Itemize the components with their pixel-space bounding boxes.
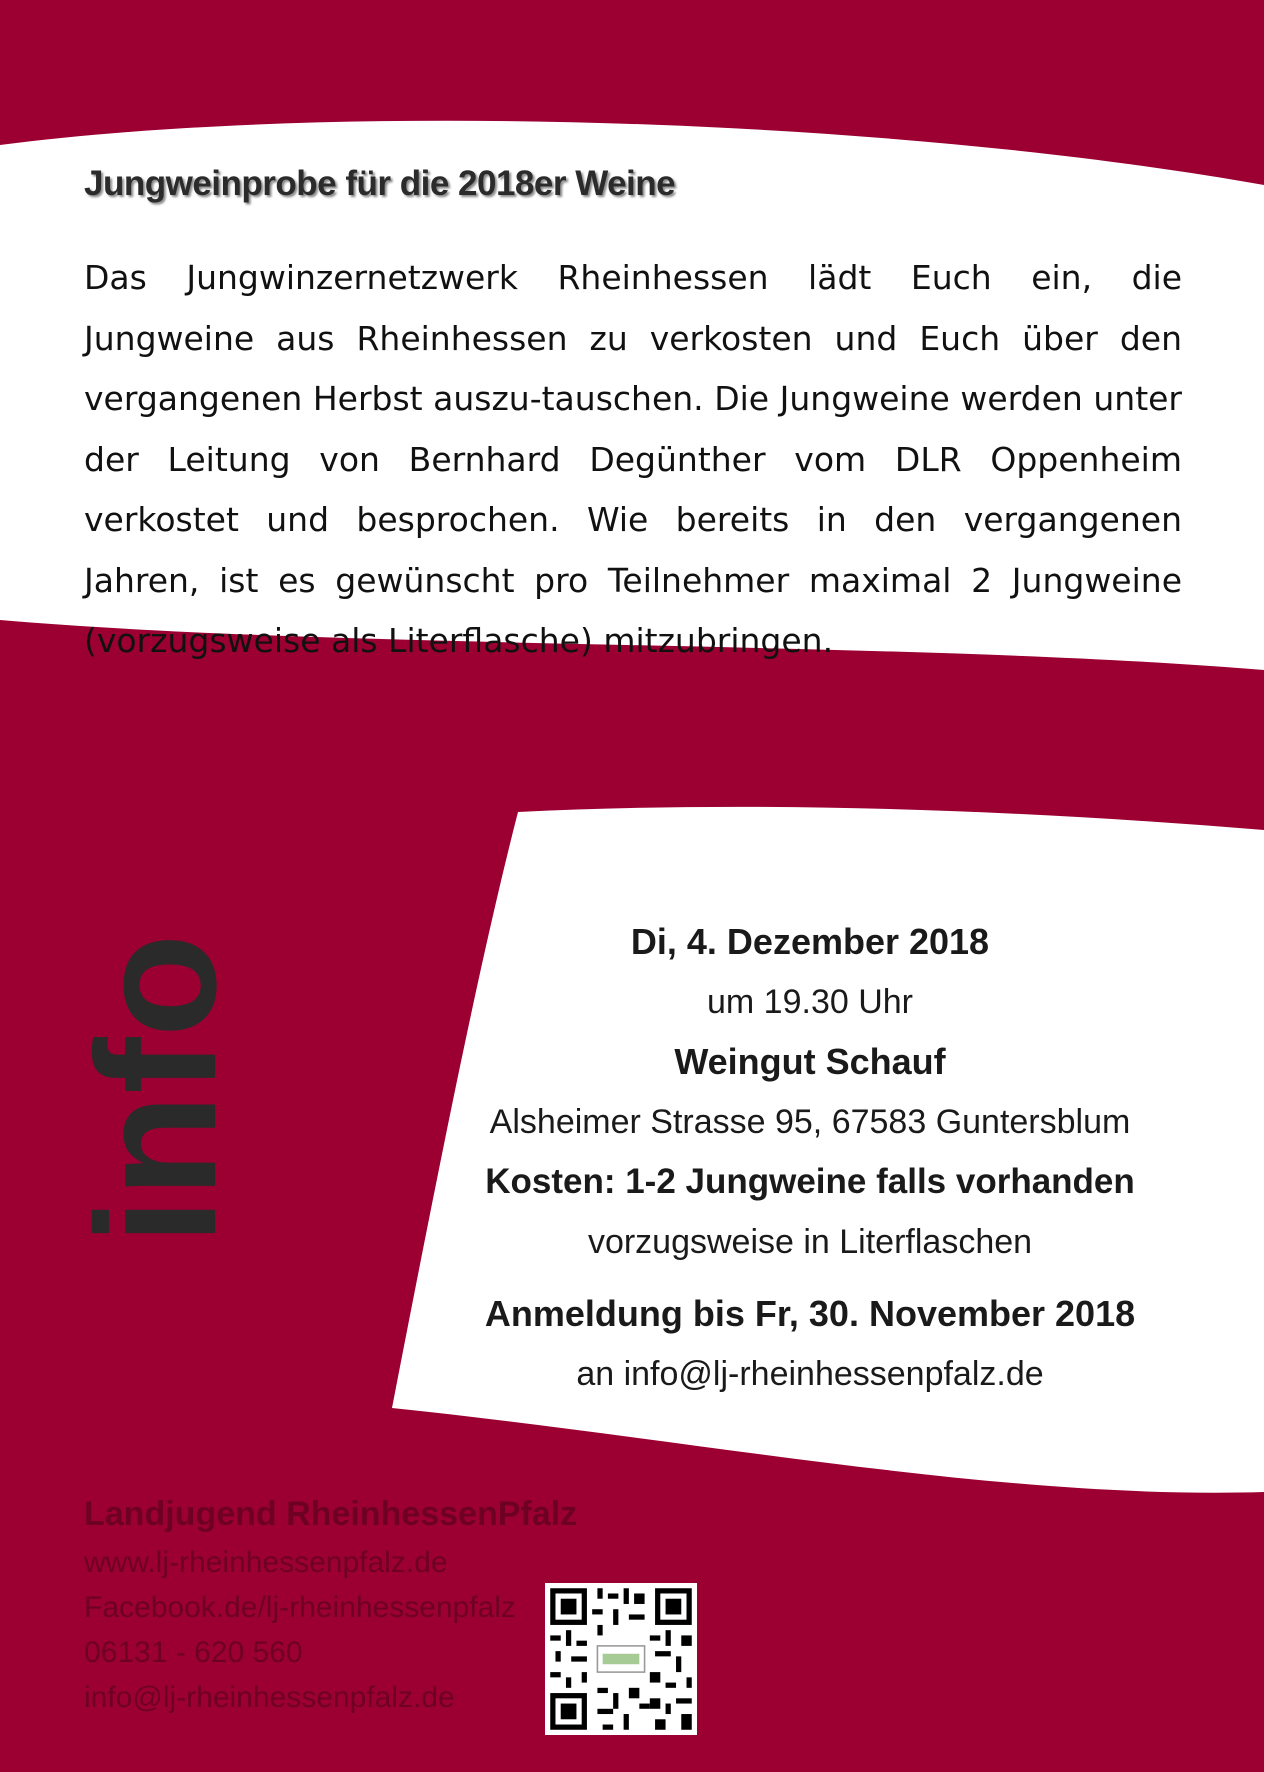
event-cost: Kosten: 1-2 Jungweine falls vorhanden	[485, 1162, 1135, 1201]
footer-contact	[84, 1488, 577, 1720]
event-title: Jungweinprobe für die 2018er Weine	[84, 164, 676, 203]
event-venue: Weingut Schauf	[674, 1041, 946, 1082]
footer-facebook-link[interactable]: Facebook.de/lj-rheinhessenpfalz	[84, 1591, 516, 1624]
info-logo-text	[62, 845, 252, 1255]
event-date: Di, 4. Dezember 2018	[630, 921, 990, 962]
event-contact-email[interactable]: an info@lj-rheinhessenpfalz.de	[576, 1355, 1044, 1393]
event-time: um 19.30 Uhr	[707, 983, 913, 1021]
event-cost-note: vorzugsweise in Literflaschen	[587, 1223, 1033, 1261]
svg-text:info: info	[62, 933, 252, 1245]
footer-org-name: Landjugend RheinhessenPfalz	[84, 1495, 578, 1533]
footer-phone: 06131 - 620 560	[84, 1636, 303, 1669]
footer-website-link[interactable]: www.lj-rheinhessenpfalz.de	[84, 1546, 448, 1579]
intro-paragraph: Das Jungwinzernetzwerk Rheinhessen lädt Euch ein, die Jungweine aus Rheinhessen zu verkosten und Euch über den vergangenen Herbst auszu-tauschen. Die Jungweine werden unter der Leitung von Bernhard Degünther vom DLR Oppenheim verkostet und besprochen. Wie bereits in den vergangenen Jahren, ist es gewünscht pro Teilnehmer maximal 2 Jungweine (vorzugsweise als Literflasche) mitzubringen.	[84, 258, 1182, 660]
qr-code[interactable]	[545, 1583, 697, 1735]
event-address: Alsheimer Strasse 95, 67583 Guntersblum	[489, 1103, 1131, 1141]
event-registration: Anmeldung bis Fr, 30. November 2018	[484, 1293, 1136, 1334]
event-details	[470, 912, 1150, 1404]
footer-email-link[interactable]: info@lj-rheinhessenpfalz.de	[84, 1681, 455, 1714]
